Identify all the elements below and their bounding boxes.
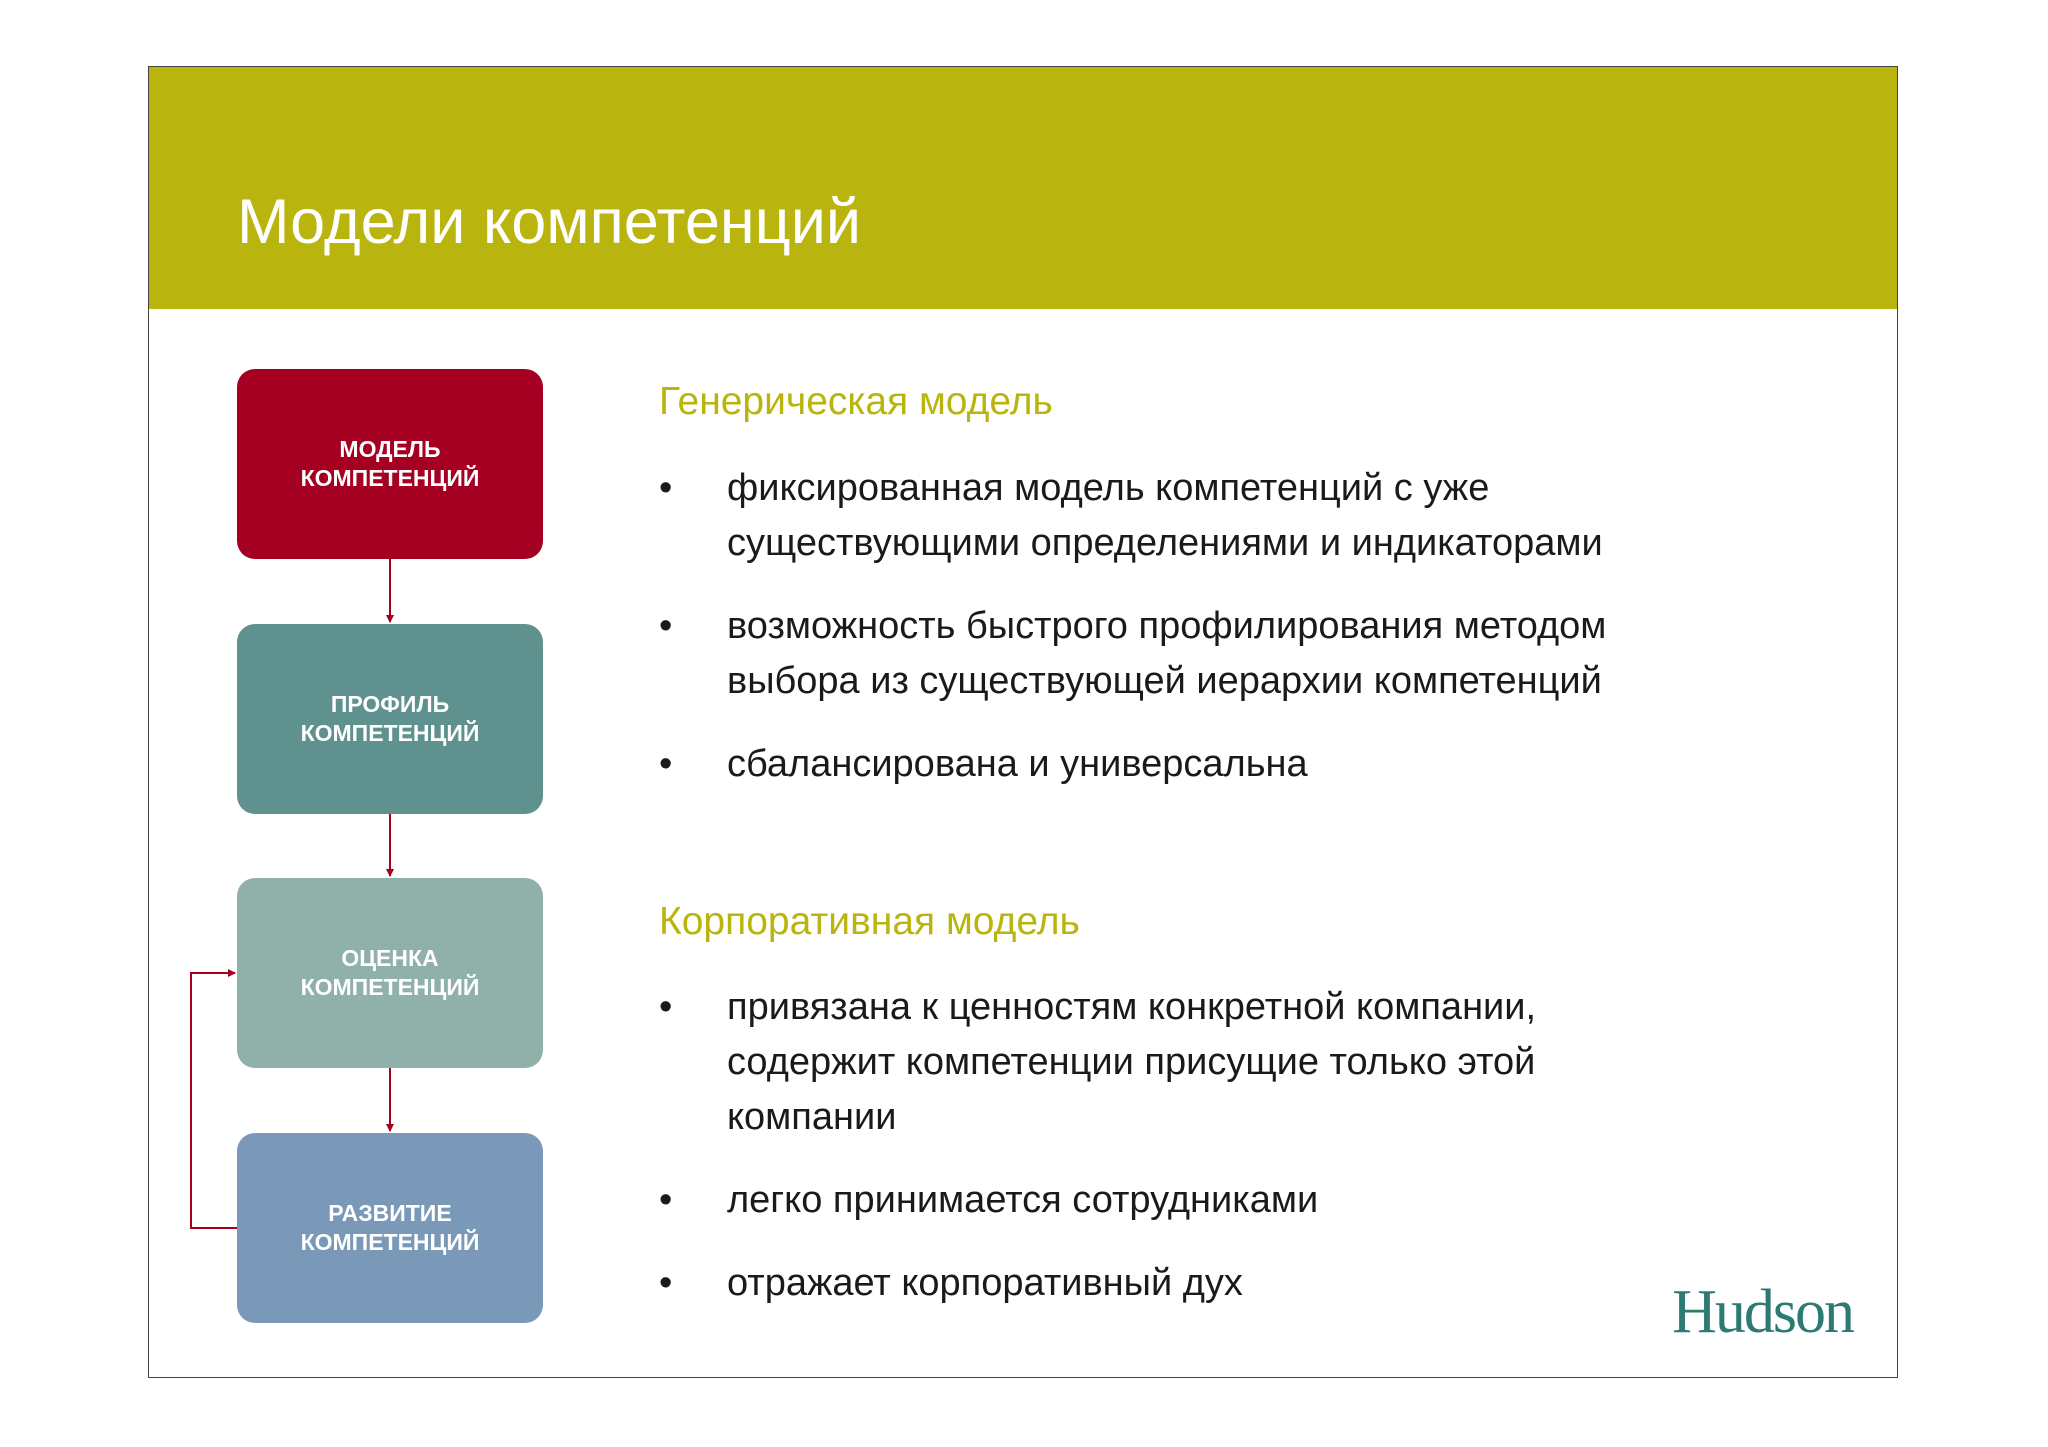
flow-box-label: РАЗВИТИЕ — [328, 1200, 452, 1226]
bullet-item — [659, 737, 1819, 792]
bullet-item — [659, 980, 1819, 1145]
bullet-line: существующими определениями и индикаторами — [727, 522, 1603, 564]
bullet-item — [659, 1173, 1819, 1228]
slide — [148, 66, 1898, 1378]
flow-box-label: ОЦЕНКА — [341, 945, 439, 971]
flow-box-label: КОМПЕТЕНЦИЙ — [300, 974, 480, 1000]
corporate-model-heading: Корпоративная модель — [659, 900, 1080, 943]
header-band — [149, 67, 1897, 309]
bullet-line: легко принимается сотрудниками — [727, 1179, 1319, 1221]
bullet-line: выбора из существующей иерархии компетенций — [727, 660, 1602, 702]
bullet-icon: • — [659, 743, 673, 785]
flow-box-label: КОМПЕТЕНЦИЙ — [300, 465, 480, 491]
generic-model-heading: Генерическая модель — [659, 380, 1053, 423]
bullet-line: возможность быстрого профилирования методом — [727, 605, 1607, 647]
flow-box-label: ПРОФИЛЬ — [330, 691, 450, 717]
hudson-logo: Hudson — [1672, 1278, 1853, 1346]
generic-model-bullets — [659, 461, 1819, 820]
bullet-icon: • — [659, 986, 673, 1028]
bullet-item — [659, 1256, 1819, 1311]
flow-box-label: КОМПЕТЕНЦИЙ — [300, 720, 480, 746]
flow-box-assessment — [237, 878, 543, 1068]
bullet-item — [659, 461, 1819, 571]
flow-box-profile — [237, 624, 543, 814]
bullet-icon: • — [659, 1179, 673, 1221]
flow-box-label: КОМПЕТЕНЦИЙ — [300, 1229, 480, 1255]
bullet-line: отражает корпоративный дух — [727, 1262, 1243, 1304]
flow-box-model — [237, 369, 543, 559]
corporate-model-bullets — [659, 980, 1819, 1339]
bullet-icon: • — [659, 467, 673, 509]
bullet-icon: • — [659, 1262, 673, 1304]
arrow-develop-feedback-loop — [191, 973, 237, 1228]
slide-title: Модели компетенций — [237, 187, 862, 257]
bullet-line: фиксированная модель компетенций с уже — [727, 467, 1490, 509]
bullet-icon: • — [659, 605, 673, 647]
bullet-line: компании — [727, 1096, 897, 1138]
flow-box-development — [237, 1133, 543, 1323]
bullet-line: привязана к ценностям конкретной компании, — [727, 986, 1537, 1028]
bullet-line: сбалансирована и универсальна — [727, 743, 1308, 785]
bullet-item — [659, 599, 1819, 709]
flow-box-label: МОДЕЛЬ — [339, 436, 441, 462]
bullet-line: содержит компетенции присущие только этой — [727, 1041, 1536, 1083]
